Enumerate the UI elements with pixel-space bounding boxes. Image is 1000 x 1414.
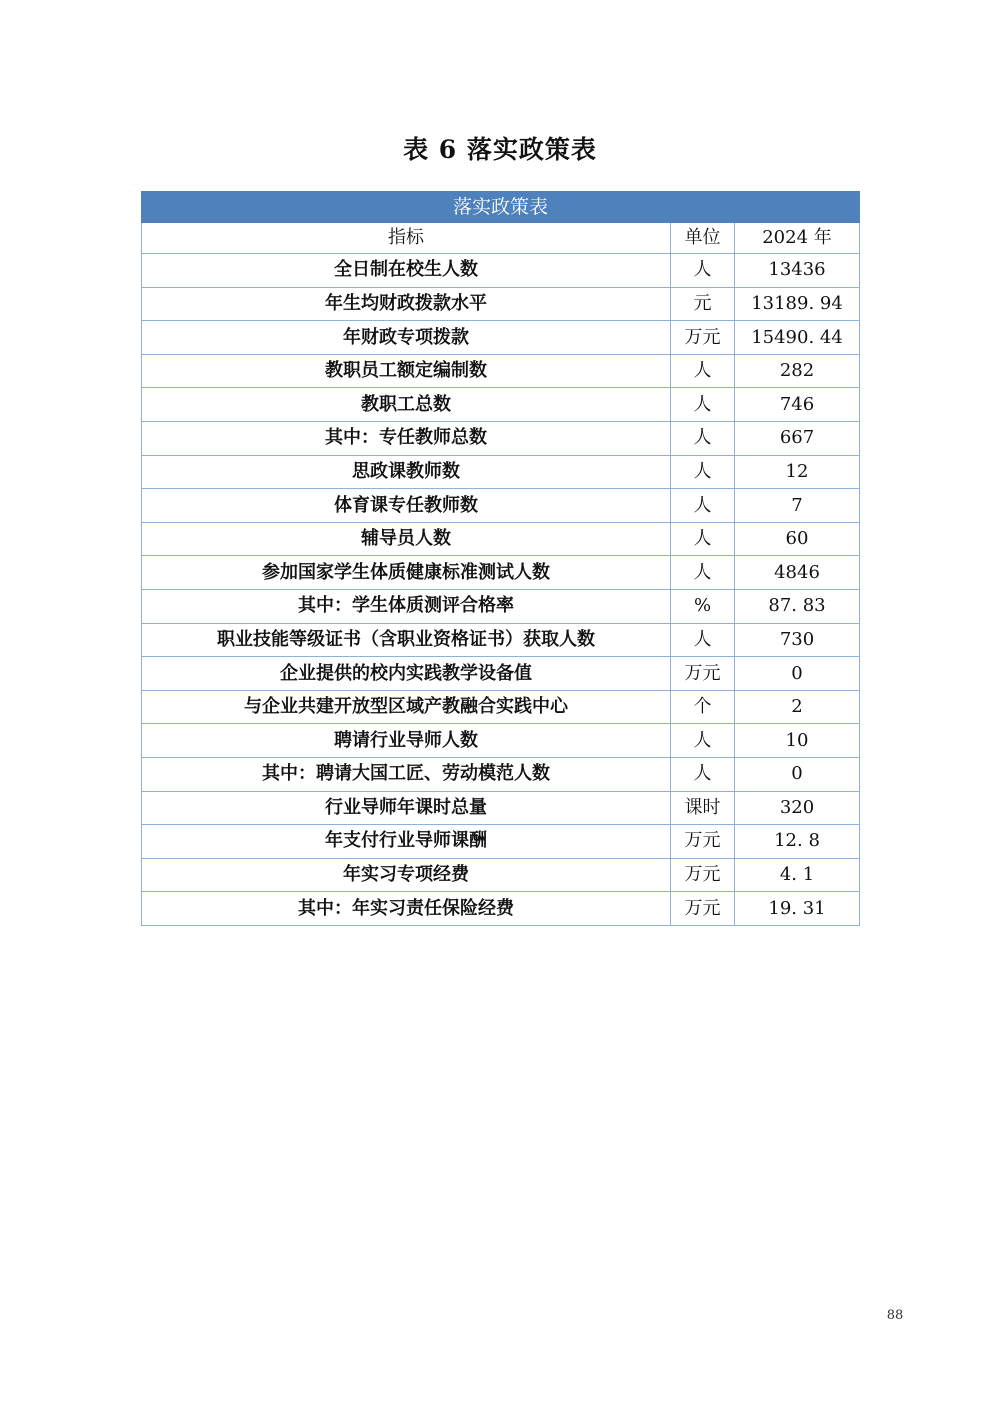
table-row — [142, 623, 860, 657]
row-value: 10 — [735, 724, 860, 758]
row-indicator: 聘请行业导师人数 — [142, 724, 671, 758]
row-value: 60 — [735, 522, 860, 556]
row-indicator: 其中：专任教师总数 — [142, 421, 671, 455]
table-row — [142, 858, 860, 892]
row-indicator: 行业导师年课时总量 — [142, 791, 671, 825]
row-value: 0 — [735, 657, 860, 691]
table-row — [142, 690, 860, 724]
row-indicator: 与企业共建开放型区域产教融合实践中心 — [142, 690, 671, 724]
row-unit: 人 — [671, 556, 735, 590]
row-value: 12 — [735, 455, 860, 489]
row-indicator: 教职工总数 — [142, 388, 671, 422]
row-value: 282 — [735, 354, 860, 388]
table-row — [142, 724, 860, 758]
row-value: 87. 83 — [735, 589, 860, 623]
table-row — [142, 556, 860, 590]
row-value: 730 — [735, 623, 860, 657]
header-year: 2024 年 — [735, 223, 860, 254]
table-banner: 落实政策表 — [142, 192, 860, 223]
row-indicator: 辅导员人数 — [142, 522, 671, 556]
row-unit: 人 — [671, 388, 735, 422]
table-row — [142, 489, 860, 523]
table-row — [142, 287, 860, 321]
row-value: 4846 — [735, 556, 860, 590]
row-unit: 人 — [671, 623, 735, 657]
row-unit: 人 — [671, 724, 735, 758]
table-row — [142, 657, 860, 691]
row-indicator: 其中：年实习责任保险经费 — [142, 892, 671, 926]
row-value: 746 — [735, 388, 860, 422]
row-unit: 人 — [671, 757, 735, 791]
table-row — [142, 522, 860, 556]
table-row — [142, 421, 860, 455]
row-value: 15490. 44 — [735, 321, 860, 355]
row-indicator: 其中：聘请大国工匠、劳动模范人数 — [142, 757, 671, 791]
row-indicator: 年财政专项拨款 — [142, 321, 671, 355]
row-unit: 人 — [671, 421, 735, 455]
row-indicator: 企业提供的校内实践教学设备值 — [142, 657, 671, 691]
row-indicator: 年实习专项经费 — [142, 858, 671, 892]
row-unit: 人 — [671, 455, 735, 489]
row-unit: 人 — [671, 254, 735, 288]
row-unit: 万元 — [671, 657, 735, 691]
row-value: 7 — [735, 489, 860, 523]
row-value: 2 — [735, 690, 860, 724]
policy-table — [141, 191, 860, 926]
row-indicator: 其中：学生体质测评合格率 — [142, 589, 671, 623]
row-indicator: 年生均财政拨款水平 — [142, 287, 671, 321]
row-unit: 人 — [671, 354, 735, 388]
row-indicator: 参加国家学生体质健康标准测试人数 — [142, 556, 671, 590]
table-row — [142, 825, 860, 859]
header-unit: 单位 — [671, 223, 735, 254]
table-row — [142, 254, 860, 288]
row-value: 667 — [735, 421, 860, 455]
table-banner-row — [142, 192, 860, 223]
page-number: 88 — [886, 1308, 904, 1323]
table-row — [142, 589, 860, 623]
row-unit: 万元 — [671, 321, 735, 355]
row-value: 13189. 94 — [735, 287, 860, 321]
row-unit: 万元 — [671, 825, 735, 859]
table-row — [142, 757, 860, 791]
header-indicator: 指标 — [142, 223, 671, 254]
row-indicator: 教职员工额定编制数 — [142, 354, 671, 388]
row-unit: 万元 — [671, 858, 735, 892]
row-value: 4. 1 — [735, 858, 860, 892]
row-value: 13436 — [735, 254, 860, 288]
row-unit: % — [671, 589, 735, 623]
row-value: 12. 8 — [735, 825, 860, 859]
row-unit: 课时 — [671, 791, 735, 825]
row-indicator: 思政课教师数 — [142, 455, 671, 489]
table-row — [142, 892, 860, 926]
table-row — [142, 354, 860, 388]
page-title: 表 6 落实政策表 — [403, 135, 597, 164]
table-row — [142, 321, 860, 355]
row-unit: 人 — [671, 522, 735, 556]
table-row — [142, 791, 860, 825]
row-value: 320 — [735, 791, 860, 825]
row-indicator: 年支付行业导师课酬 — [142, 825, 671, 859]
row-unit: 万元 — [671, 892, 735, 926]
row-indicator: 职业技能等级证书（含职业资格证书）获取人数 — [142, 623, 671, 657]
row-unit: 人 — [671, 489, 735, 523]
table-header-row — [142, 223, 860, 254]
row-indicator: 体育课专任教师数 — [142, 489, 671, 523]
row-value: 19. 31 — [735, 892, 860, 926]
row-unit: 元 — [671, 287, 735, 321]
row-unit: 个 — [671, 690, 735, 724]
row-value: 0 — [735, 757, 860, 791]
row-indicator: 全日制在校生人数 — [142, 254, 671, 288]
table-row — [142, 388, 860, 422]
table-row — [142, 455, 860, 489]
